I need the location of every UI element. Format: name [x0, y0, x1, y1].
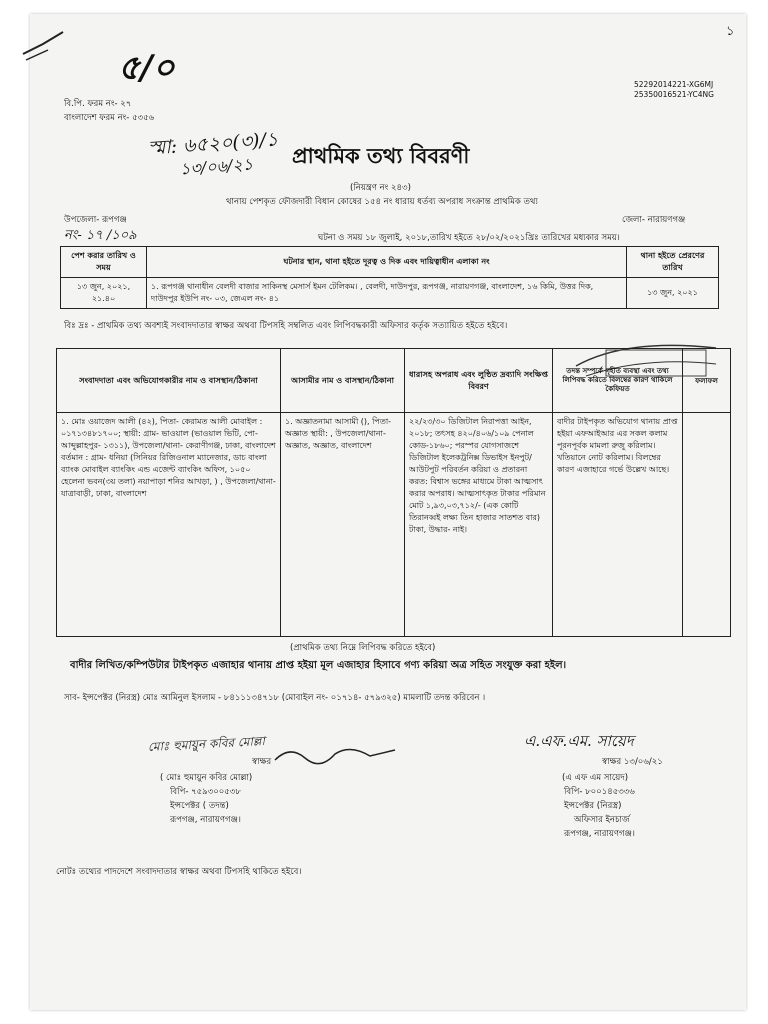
right-signature: এ.এফ.এম. সায়েদ: [524, 732, 634, 750]
cell-accused: ১. অজ্ঞাতনামা আসামী (), পিতা- অজ্ঞাত স্থায়ী: , উপজেলা/থানা- অজ্ঞাত, অজ্ঞাত, বাংলাদেশ: [281, 413, 405, 637]
regulation-number: (নিয়ন্ত্রণ নং ২৪৩): [350, 183, 411, 193]
right-officer-name: (এ এফ এম সায়েদ): [562, 773, 629, 783]
district-label: জেলা- নারায়ণগঞ্জ: [622, 215, 686, 225]
cell-offence: ২২/২৩/৩০ ডিজিটাল নিরাপত্তা আইন, ২০১৮; তৎসহ ৪২০/৪০৬/১০৯ পেনাল কোড-১৮৬০; পরস্পর যোগসাজশে ডিজিটাল ইলেকট্রনিক্স ডিভাইস ইনপুট/আউটপুট পরিবর্তন করিয়া ও প্রতারনা করত: বিশ্বাস ভঙ্গের মাধ্যমে টাকা আত্মসাৎ করার অপরাধ। আত্মসাৎকৃত টাকার পরিমান মোট ১,৯৩,০৩,৭১২/- (এক কোটি তিরানব্বই লক্ষ্য তিন হাজার সাতশত বার) টাকা, উদ্ধার- নাই।: [405, 413, 553, 637]
right-officer-office: অফিসার ইনচার্জ: [574, 815, 630, 825]
left-officer-rank: ইন্সপেক্টর ( তদন্ত): [170, 801, 229, 811]
reference-codes: [634, 80, 714, 100]
cell-complainant: ১. মোঃ ওয়াজেদ আলী (৪২), পিতা- কেরামত আলী মোবাইল : ০১৭১৩৪৮১৭০০; স্থায়ী: গ্রাম- ভাওয়াল (ভাওয়াল ভিটি, পো- আব্দুল্লাহপুর- ১৩১১), উপজেলা/থানা- কেরাণীগঞ্জ, ঢাকা, বাংলাদেশ বর্তমান : গ্রাম- ধনিয়া (সিনিয়র রিজিওনাল ম্যানেজার, ডাচ বাংলা ব্যাংক মোবাইল ব্যাংকিং এন্ড এজেন্ট ব্যাংকিং অফিস, ১০৫০ হেলেনা ভবন(৩য় তলা) নয়াপাড়া শনির আখড়া, ) , উপজেলা/থানা- যাত্রাবাড়ী, ঢাকা, বাংলাদেশ: [57, 413, 281, 637]
handwritten-date: ১৩/০৬/২১: [179, 154, 254, 179]
handwritten-reference: স্মা: ৬৫২০(৩)/১: [147, 128, 279, 160]
upazila-label: উপজেলা- রূপগঞ্জ: [64, 215, 127, 225]
case-details-table: [56, 348, 731, 637]
incident-table: [60, 246, 719, 309]
left-officer-name: ( মোঃ হুমায়ুন কবির মোল্লা): [160, 773, 253, 783]
event-time: ঘটনা ও সময় ১৮ জুলাই, ২০১৮,তারিখ হইতে ২৮/০২/২০২১খ্রিঃ তারিখের মধ্যকার সময়।: [318, 233, 620, 243]
form-bp: বি.পি. ফরম নং- ২৭: [64, 99, 132, 109]
signature-scribble-icon: [270, 740, 400, 770]
page-number: ১: [726, 24, 735, 39]
cell-action: বাদীর টাইপকৃত অভিযোগ থানায় প্রাপ্ত হইয়া এফআইআর এর সকল কলাম পূরনপূর্বক মামলা রুজু করিলাম। খতিয়ানে নোট করিলাম। বিলম্বের কারণ এজাহারে গর্ভে উল্লেখ আছে।: [553, 413, 683, 637]
header-submit-date: পেশ করার তারিখ ও সময়: [61, 247, 147, 278]
handwritten-number: ৫/০: [118, 48, 175, 88]
header-result: ফলাফল: [683, 349, 731, 413]
cell-incident-place: ১. রূপগঞ্জ থানাধীন বেলদী বাজার সাকিনস্থ মেসার্স ইমন টেলিকম। , বেলদী, দাউদপুর, রূপগঞ্জ, নারায়ণগঞ্জ, বাংলাদেশ, ১৬ কিমি, উত্তর দিক, দাউদপুর ইউপি নং- ০৩, জেএল নং- ৪১: [147, 278, 627, 309]
cell-dispatch-date: ১৩ জুন, ২০২১: [627, 278, 719, 309]
footer-instruction: (প্রাথমিক তথ্য নিম্নে লিপিবদ্ধ করিতে হইবে): [290, 643, 436, 653]
right-officer-bp: বিপি- ৮০০১৪৫৩৩৬: [564, 787, 635, 797]
attestation-note: বিঃ দ্রঃ - প্রাথমিক তথ্য অবশ্যই সংবাদদাতার স্বাক্ষর অথবা টিপসহি সম্বলিত এবং লিপিবদ্ধকারী অফিসার কর্তৃক সত্যায়িত হইতে হইবে।: [64, 321, 508, 331]
left-signature: মোঃ হুমায়ুন কবির মোল্লা: [147, 733, 266, 755]
header-incident-place: ঘটনার স্থান, থানা হইতে দূরত্ব ও দিক এবং দায়িত্বাধীন এলাকা নং: [147, 247, 627, 278]
header-offence: ধারাসহ অপরাধ এবং লুন্ঠিত দ্রব্যাদি সংক্ষিপ্ত বিবরণ: [405, 349, 553, 413]
fir-statement: বাদীর লিখিত/কম্পিউটার টাইপকৃত এজাহার থানায় প্রাপ্ত হইয়া মূল এজাহার হিসাবে গণ্য করিয়া অত্র সহিত সংযুক্ত করা হইল।: [70, 660, 567, 671]
page-title: প্রাথমিক তথ্য বিবরণী: [292, 144, 470, 168]
ref-code: 25350016521-YC4NG: [634, 90, 714, 99]
investigation-assignment: সাব- ইন্সপেক্টর (নিরস্ত্র) মোঃ আমিনুল ইসলাম - ৮৪১১১৩৪৭১৮ (মোবাইল নং- ০১৭১৪- ৫৭৯৩২৫) মামলাটি তদন্ত করিবেন ।: [64, 693, 486, 703]
right-sign-label: স্বাক্ষর ১৩/০৬/২১: [602, 757, 663, 767]
left-sign-label: স্বাক্ষর: [252, 757, 272, 767]
ref-code: 52292014221-XG6MJ: [634, 80, 714, 89]
form-bd: বাংলাদেশ ফরম নং- ৫৩৫৬: [64, 113, 155, 123]
left-officer-place: রূপগঞ্জ, নারায়ণগঞ্জ।: [170, 815, 241, 825]
header-action: তদন্ত সম্পর্কে গৃহীত ব্যবস্থা এবং তথ্য লিপিবদ্ধ করিতে বিলম্বের কারণ থাকিলে কৈফিয়ত: [553, 349, 683, 413]
header-complainant: সংবাদদাতা এবং অভিযোগকারীর নাম ও বাসস্থান/ঠিকানা: [57, 349, 281, 413]
document-page: [30, 14, 746, 1010]
right-officer-rank: ইন্সপেক্টর (নিরস্ত্র): [564, 801, 622, 811]
header-dispatch-date: থানা হইতে প্রেরণের তারিখ: [627, 247, 719, 278]
case-number: নং- ১৭ /১০৯: [64, 228, 137, 243]
form-description: থানায় পেশকৃত ফৌজদারী বিধান কোষের ১৫৪ নং ধারায় ধর্তব্য অপরাধ সংক্রান্ত প্রাথমিক তথ্য: [226, 197, 538, 207]
left-officer-bp: বিপি- ৭৫৯৩০০৫৩৮: [170, 787, 241, 797]
right-officer-place: রূপগঞ্জ, নারায়ণগঞ্জ।: [564, 829, 635, 839]
bottom-note: নোটঃ তথ্যের পাদদেশে সংবাদদাতার স্বাক্ষর অথবা টিপসহি থাকিতে হইবে।: [56, 867, 302, 877]
cell-result: [683, 413, 731, 637]
header-accused: আসামীর নাম ও বাসস্থান/ঠিকানা: [281, 349, 405, 413]
pen-scribble-icon: [18, 24, 78, 64]
cell-submit-date: ১৩ জুন, ২০২১, ২১.৪০: [61, 278, 147, 309]
